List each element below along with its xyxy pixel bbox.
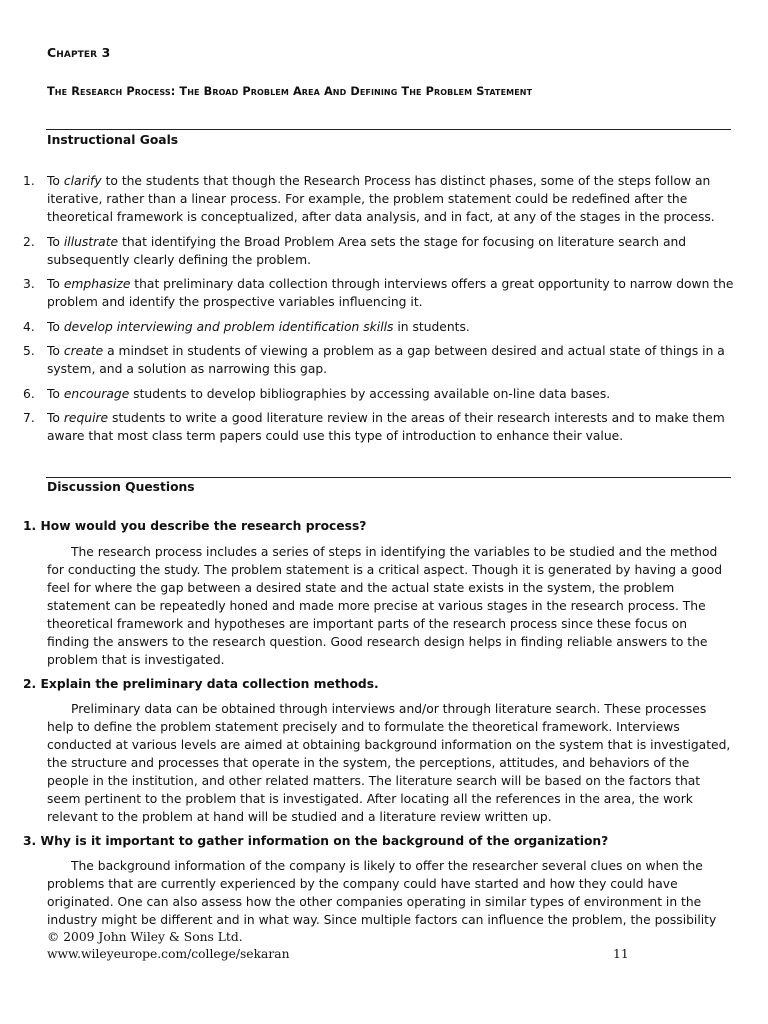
question-heading: 2. Explain the preliminary data collection methods.: [23, 677, 379, 691]
question-heading: 1. How would you describe the research process?: [23, 519, 367, 533]
publisher-url: www.wileyeurope.com/college/sekaran: [47, 947, 290, 961]
answer-paragraph: The research process includes a series of steps in identifying the variables to be studied and the method for conducting the study. The problem statement is a critical aspect. Though it is generated by having a good feel for where the gap between a desired state and the actual state exists in the system, the problem statement can be repeatedly honed and made more precise at various stages in the research process. The theoretical framework and hypotheses are important parts of the research process since these focus on finding the answers to the research question. Good research design helps in finding reliable answers to the problem that is investigated.: [47, 545, 723, 667]
goal-item: 7. To require students to write a good literature review in the areas of their research interests and to make them aware that most class term papers could use this type of introduction to enhance their value.: [23, 411, 725, 443]
goal-item: 2. To illustrate that identifying the Broad Problem Area sets the stage for focusing on literature search and subsequently clearly defining the problem.: [23, 234, 687, 267]
discussion-questions-heading: Discussion Questions: [47, 480, 195, 494]
goal-item: 5. To create a mindset in students of viewing a problem as a gap between desired and actual state of things in a system, and a solution as narrowing this gap.: [23, 344, 725, 376]
chapter-label: Chapter 3: [47, 45, 111, 60]
goal-item: 4. To develop interviewing and problem identification skills in students.: [23, 319, 470, 334]
copyright-notice: © 2009 John Wiley & Sons Ltd.: [47, 930, 243, 944]
page-number: 11: [613, 947, 629, 961]
answer-paragraph: Preliminary data can be obtained through interviews and/or through literature search. These processes help to define the problem statement precisely and to formulate the theoretical framework. Interviews conducted at various levels are aimed at obtaining background information on the system that is investigated, the structure and processes that operate in the system, the perceptions, attitudes, and behaviors of the people in the institution, and other related matters. The literature search will be based on the factors that seem pertinent to the problem that is investigated. After locating all the references in the area, the work relevant to the problem at hand will be studied and a literature review written up.: [47, 702, 731, 824]
instructional-goals-list: [0, 172, 740, 452]
divider-rule: [46, 129, 731, 130]
goal-item: 3. To emphasize that preliminary data collection through interviews offers a great opportunity to narrow down the problem and identify the prospective variables influencing it.: [23, 277, 734, 309]
goal-item: 1. To clarify to the students that though the Research Process has distinct phases, some of the steps follow an iterative, rather than a linear process. For example, the problem statement could be redefined after the theoretical framework is conceptualized, after data analysis, and in fact, at any of the stages in the process.: [23, 174, 715, 224]
answer-paragraph: The background information of the company is likely to offer the researcher several clues on when the problems that are currently experienced by the company could have started and how they could have originated. One can also assess how the other companies operating in similar types of environment in the industry might be different and in what way. Since multiple factors can influence the problem, the possibility: [47, 859, 717, 927]
goal-item: 6. To encourage students to develop bibliographies by accessing available on-line data bases.: [23, 386, 611, 401]
divider-rule: [46, 477, 731, 478]
chapter-title: The Research Process: The Broad Problem Area And Defining The Problem Statement: [47, 85, 533, 98]
instructional-goals-heading: Instructional Goals: [47, 133, 179, 147]
question-heading: 3. Why is it important to gather information on the background of the organization?: [23, 834, 609, 848]
